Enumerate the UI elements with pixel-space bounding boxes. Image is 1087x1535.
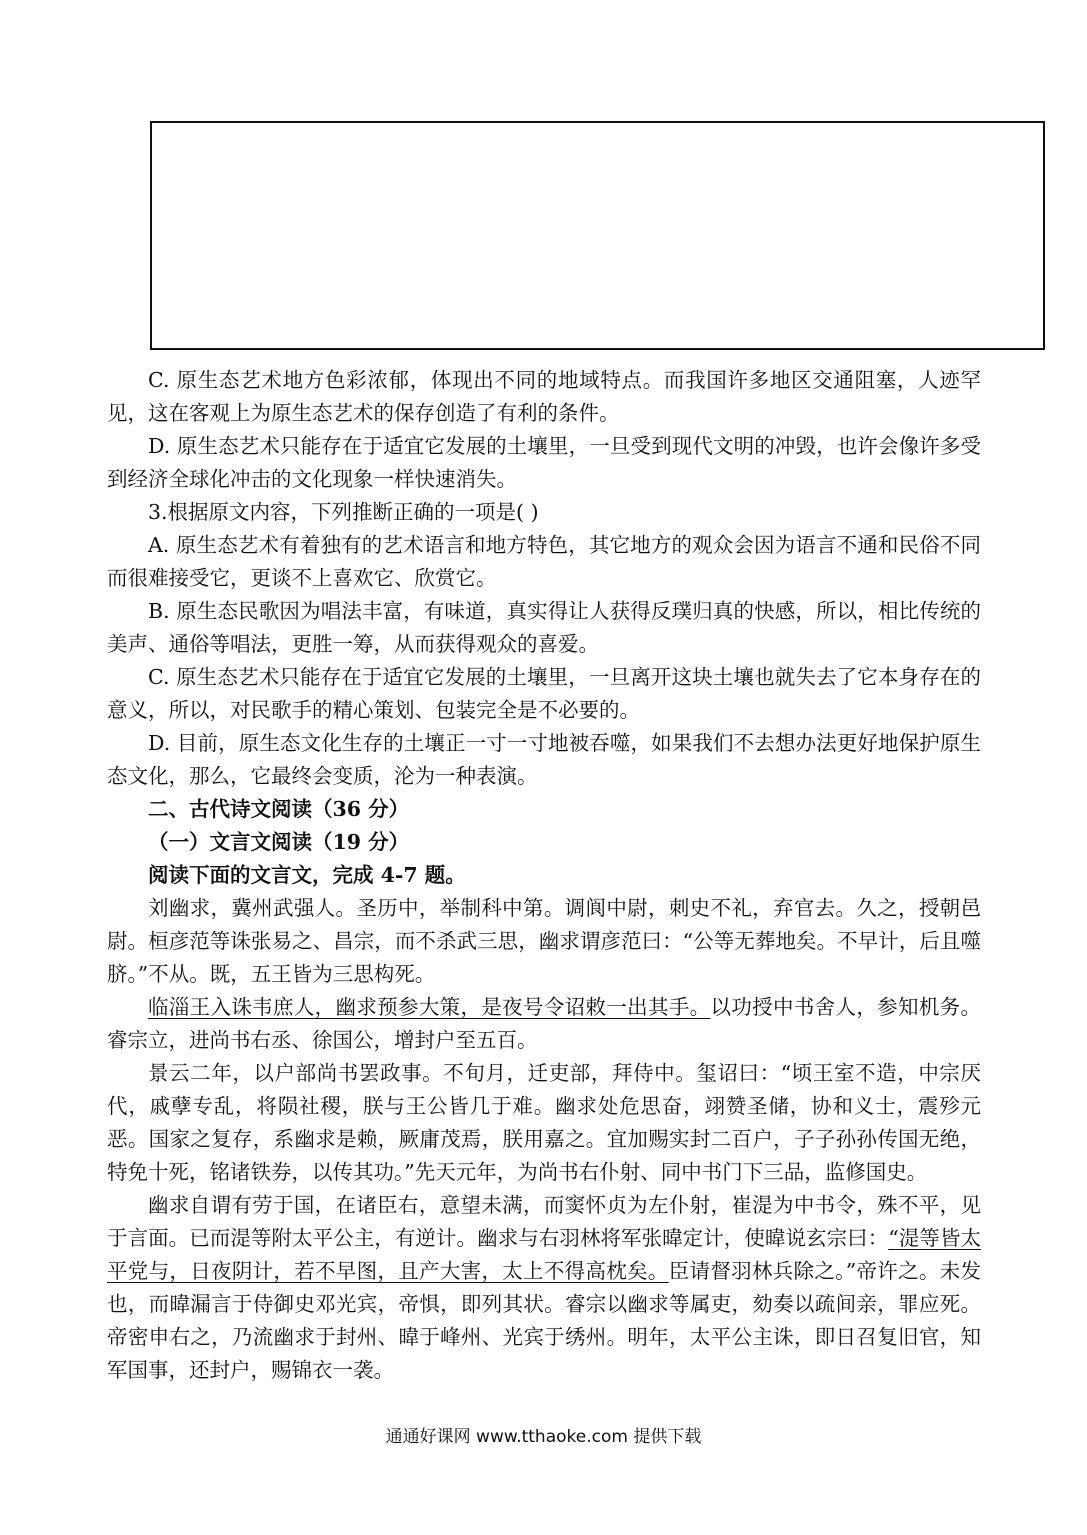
section-heading: 二、古代诗文阅读（36 分） [148,797,410,821]
answer-box [150,121,1045,350]
page-footer: 通通好课网 www.tthaoke.com 提供下载 [385,1427,702,1447]
reading-instruction: 阅读下面的文言文，完成 4-7 题。 [148,863,466,887]
passage-paragraph-4: 幽求自谓有劳于国，在诸臣右，意望未满，而窦怀贞为左仆射，崔湜为中书令，殊不平，见于言面。已而湜等附太平公主，有逆计。幽求与右羽林将军张暐定计，使暐说玄宗曰：“湜等皆太平党与，日夜阴计，若不早图，且产大害，太上不得高枕矣。臣请督羽林兵除之。”帝许之。未发也，而暐漏言于侍御史邓光宾，帝惧，即列其状。睿宗以幽求等属吏，劾奏以疏间亲，罪应死。帝密申右之，乃流幽求于封州、暐于峰州、光宾于绣州。明年，太平公主诛，即日召复旧官，知军国事，还封户，赐锦衣一袭。 [107,1193,982,1382]
q3-option-b: B. 原生态民歌因为唱法丰富，有味道，真实得让人获得反璞归真的快感，所以，相比传统的美声、通俗等唱法，更胜一筹，从而获得观众的喜爱。 [107,599,981,656]
passage-paragraph-1: 刘幽求，冀州武强人。圣历中，举制科中第。调阆中尉，刺史不礼，弃官去。久之，授朝邑尉。桓彦范等诛张易之、昌宗，而不杀武三思，幽求谓彦范曰：“公等无葬地矣。不早计，后且噬脐。”不从。既，五王皆为三思构死。 [107,896,981,986]
subsection-heading: （一）文言文阅读（19 分） [148,830,410,854]
q2-option-c: C. 原生态艺术地方色彩浓郁，体现出不同的地域特点。而我国许多地区交通阻塞，人迹罕见，这在客观上为原生态艺术的保存创造了有利的条件。 [107,368,981,425]
q3-stem: 3.根据原文内容，下列推断正确的一项是( ) [148,500,539,524]
document-body [107,364,981,1387]
passage-paragraph-2: 临淄王入诛韦庶人，幽求预参大策，是夜号令诏敕一出其手。以功授中书舍人，参知机务。睿宗立，进尚书右丞、徐国公，增封户至五百。 [107,995,981,1052]
underlined-sentence-2: “湜等皆太平党与，日夜阴计，若不早图，且产大害，太上不得高枕矣。 [107,1226,982,1283]
underlined-sentence-1: 临淄王入诛韦庶人，幽求预参大策，是夜号令诏敕一出其手。 [148,995,711,1019]
q3-option-d: D. 目前，原生态文化生存的土壤正一寸一寸地被吞噬，如果我们不去想办法更好地保护原生态文化，那么，它最终会变质，沦为一种表演。 [107,731,981,788]
q2-option-d: D. 原生态艺术只能存在于适宜它发展的土壤里，一旦受到现代文明的冲毁，也许会像许多受到经济全球化冲击的文化现象一样快速消失。 [107,434,981,491]
q3-option-c: C. 原生态艺术只能存在于适宜它发展的土壤里，一旦离开这块土壤也就失去了它本身存在的意义，所以，对民歌手的精心策划、包装完全是不必要的。 [107,665,981,722]
passage-paragraph-3: 景云二年，以户部尚书罢政事。不旬月，迁吏部，拜侍中。玺诏曰：“顷王室不造，中宗厌代，戚孽专乱，将陨社稷，朕与王公皆几于难。幽求处危思奋，翊赞圣储，协和义士，震殄元恶。国家之复存，系幽求是赖，厥庸茂焉，朕用嘉之。宜加赐实封二百户，子子孙孙传国无绝，特免十死，铭诸铁券，以传其功。”先天元年，为尚书右仆射、同中书门下三品，监修国史。 [107,1061,981,1184]
q3-option-a: A. 原生态艺术有着独有的艺术语言和地方特色，其它地方的观众会因为语言不通和民俗不同而很难接受它，更谈不上喜欢它、欣赏它。 [107,533,981,590]
